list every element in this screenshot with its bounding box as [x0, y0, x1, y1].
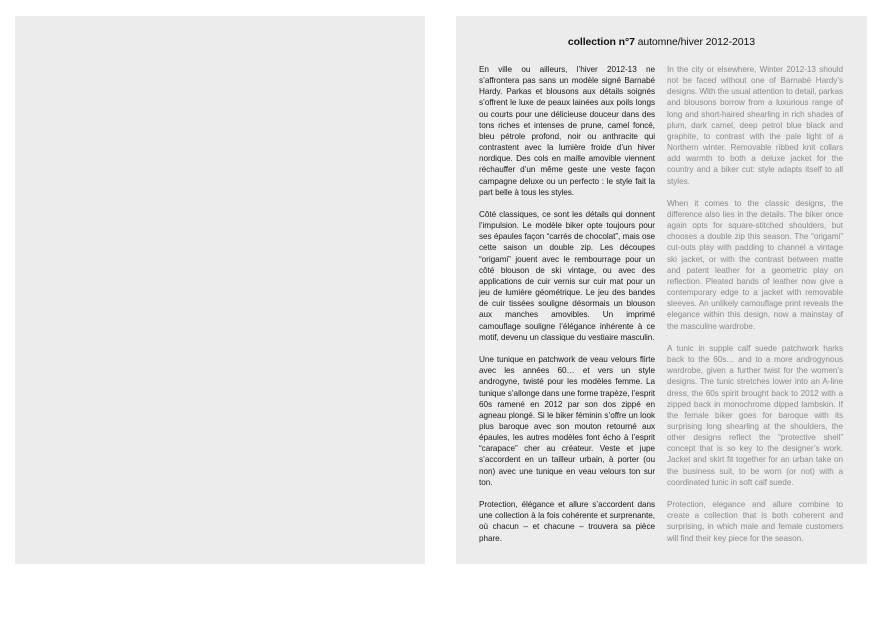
french-text-column [479, 64, 655, 555]
english-paragraph: Protection, elegance and allure combine to create a collection that is both coherent and surprising, in which male and female customers will find their key piece for the season. [667, 500, 843, 543]
left-page-blank [15, 16, 425, 564]
french-paragraph: Une tunique en patchwork de veau velours flirte avec les années 60… et vers un style androgyne, twisté pour les modèles femme. La tunique s’allonge dans une forme trapèze, l’esprit 60s ramené en 2012 par son dos zippé en agneau plongé. Si le biker féminin s’offre un look plus baroque avec son mouton retourné aux épaules, les autres modèles font écho à l’esprit “carapace” cher au créateur. Veste et jupe s’accordent en un tailleur urbain, à porter (ou non) avec une tunique en veau velours ton sur ton. [479, 355, 655, 487]
right-page [456, 16, 867, 564]
collection-season: automne/hiver 2012-2013 [634, 36, 755, 48]
english-paragraph: In the city or elsewhere, Winter 2012-13 should not be faced without one of Barnabé Hardy’s designs. With the usual attention to detail, parkas and blousons borrow from a luxurious range of long and short-haired shearling in rich shades of plum, dark camel, deep petrol blue black and graphite, to contrast with the pale light of a Northern winter. Removable ribbed knit collars add warmth to both a deluxe jacket for the country and a biker cut: style adapts itself to all styles. [667, 65, 843, 186]
english-paragraph: When it comes to the classic designs, the difference also lies in the details. The biker once again opts for square-stitched shoulders, but chooses a double zip this season. The “origami” cut-outs play with padding to channel a vintage ski jacket, or with the contrast between matte and patent leather for a geometric play on reflection. Pleated bands of leather now give a contemporary edge to a jacket with removable sleeves. An unlikely camouflage print reveals the elegance within this design, now a mainstay of the masculine wardrobe. [667, 198, 843, 331]
english-paragraph: A tunic in supple calf suede patchwork harks back to the 60s… and to a more androgynous wardrobe, given a further twist for the women’s designs. The tunic stretches lower into an A-line dress, the 60s spirit brought back to 2012 with a zipped back in monochrome dipped lambskin. If the female biker goes for baroque with its surprising long shearling at the shoulders, the other designs reflect the “protective shell” concept that is so key to the designer’s work. Jacket and skirt fit together for an urban take on the business suit, to be worn (or not) with a coordinated tunic in soft calf suede. [667, 343, 843, 487]
french-paragraph: En ville ou ailleurs, l’hiver 2012-13 ne s’affrontera pas sans un modèle signé Barnabé Hardy. Parkas et blousons aux détails soignés s’offrent le luxe de peaux lainées aux poils longs ou courts pour une délicieuse douceur dans des tons riches et intenses de prune, camel foncé, bleu pétrole profond, noir ou anthracite qui contrastent avec la lumière froide d’un hiver nordique. Des cols en maille amovible viennent réchauffer d’un même geste une veste façon campagne deluxe ou un perfecto : le style fait la part belle à tous les styles. [479, 65, 655, 197]
collection-number: collection n°7 [567, 36, 635, 48]
french-paragraph: Côté classiques, ce sont les détails qui donnent l’impulsion. Le modèle biker opte toujours pour ses épaules façon “carrés de chocolat”, mais ose cette saison un double zip. Les découpes “origami” jouent avec le rembourrage pour un côté blouson de ski vintage, ou avec des applications de cuir vernis sur cuir mat pour un jeu de lumière géométrique. Le jeu des bandes de cuir tissées souligne désormais un blouson aux manches amovibles. Un imprimé camouflage souligne l’élégance inhérente à ce motif, devenu un classique du vestiaire masculin. [479, 210, 655, 342]
english-text-column [667, 64, 843, 555]
collection-title [568, 36, 755, 48]
french-paragraph: Protection, élégance et allure s’accordent dans une collection à la fois cohérente et surprenante, où chacun – et chacune – trouvera sa pièce phare. [479, 500, 655, 543]
